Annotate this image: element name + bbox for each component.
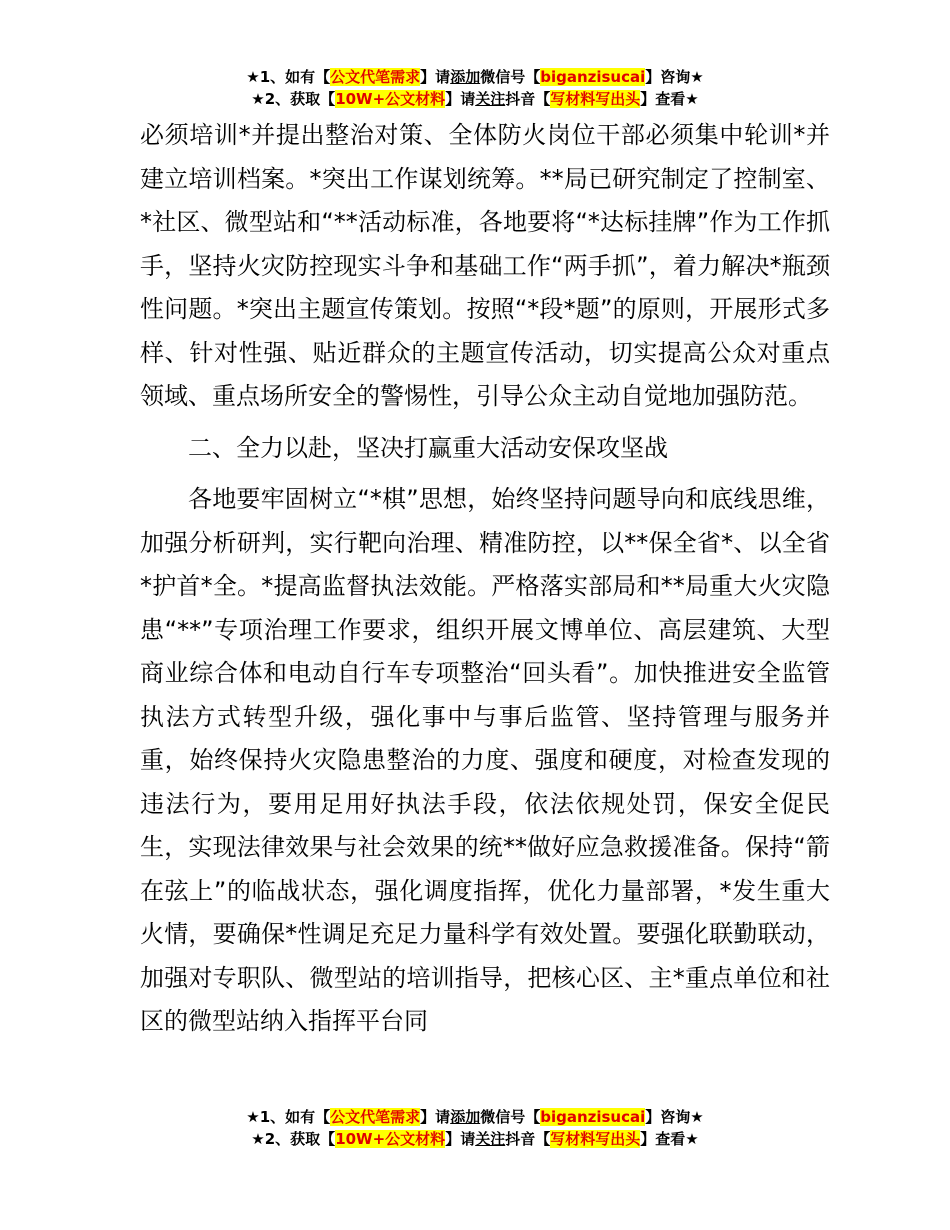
banner-line-2: ★2、获取【10W+公文材料】请关注抖音【写材料写出头】查看★	[251, 90, 699, 108]
highlight-douyin: 写材料写出头	[550, 1130, 641, 1148]
document-body	[140, 114, 830, 1044]
header-banner	[0, 66, 950, 110]
highlight-wechat-id: biganzisucai	[540, 1108, 646, 1126]
highlight-wechat-id: biganzisucai	[540, 68, 646, 86]
footer-banner	[0, 1106, 950, 1150]
paragraph-continued: 必须培训*并提出整治对策、全体防火岗位干部必须集中轮训*并建立培训档案。*突出工作谋划统筹。**局已研究制定了控制室、*社区、微型站和“**活动标准，各地要将“*达标挂牌”作为工作抓手，坚持火灾防控现实斗争和基础工作“两手抓”，着力解决*瓶颈性问题。*突出主题宣传策划。按照“*段*题”的原则，开展形式多样、针对性强、贴近群众的主题宣传活动，切实提高公众对重点领域、重点场所安全的警惕性，引导公众主动自觉地加强防范。	[140, 121, 830, 410]
banner-line-1: ★1、如有【公文代笔需求】请添加微信号【biganzisucai】咨询★	[246, 1108, 704, 1126]
banner-line-2: ★2、获取【10W+公文材料】请关注抖音【写材料写出头】查看★	[251, 1130, 699, 1148]
highlight-service: 公文代笔需求	[330, 1108, 421, 1126]
section-heading: 二、全力以赴，坚决打赢重大活动安保攻坚战	[188, 433, 668, 462]
banner-line-1: ★1、如有【公文代笔需求】请添加微信号【biganzisucai】咨询★	[246, 68, 704, 86]
highlight-materials: 10W+公文材料	[335, 1130, 446, 1148]
highlight-materials: 10W+公文材料	[335, 90, 446, 108]
paragraph: 各地要牢固树立“*棋”思想，始终坚持问题导向和底线思维，加强分析研判，实行靶向治理、精准防控，以**保全省*、以全省*护首*全。*提高监督执法效能。严格落实部局和**局重大火灾隐患“**”专项治理工作要求，组织开展文博单位、高层建筑、大型商业综合体和电动自行车专项整治“回头看”。加快推进安全监管执法方式转型升级，强化事中与事后监管、坚持管理与服务并重，始终保持火灾隐患整治的力度、强度和硬度，对检查发现的违法行为，要用足用好执法手段，依法依规处罚，保安全促民生，实现法律效果与社会效果的统**做好应急救援准备。保持“箭在弦上”的临战状态，强化调度指挥，优化力量部署，*发生重大火情，要确保*性调足充足力量科学有效处置。要强化联勤联动，加强对专职队、微型站的培训指导，把核心区、主*重点单位和社区的微型站纳入指挥平台同	[140, 485, 830, 1035]
highlight-service: 公文代笔需求	[330, 68, 421, 86]
highlight-douyin: 写材料写出头	[550, 90, 641, 108]
